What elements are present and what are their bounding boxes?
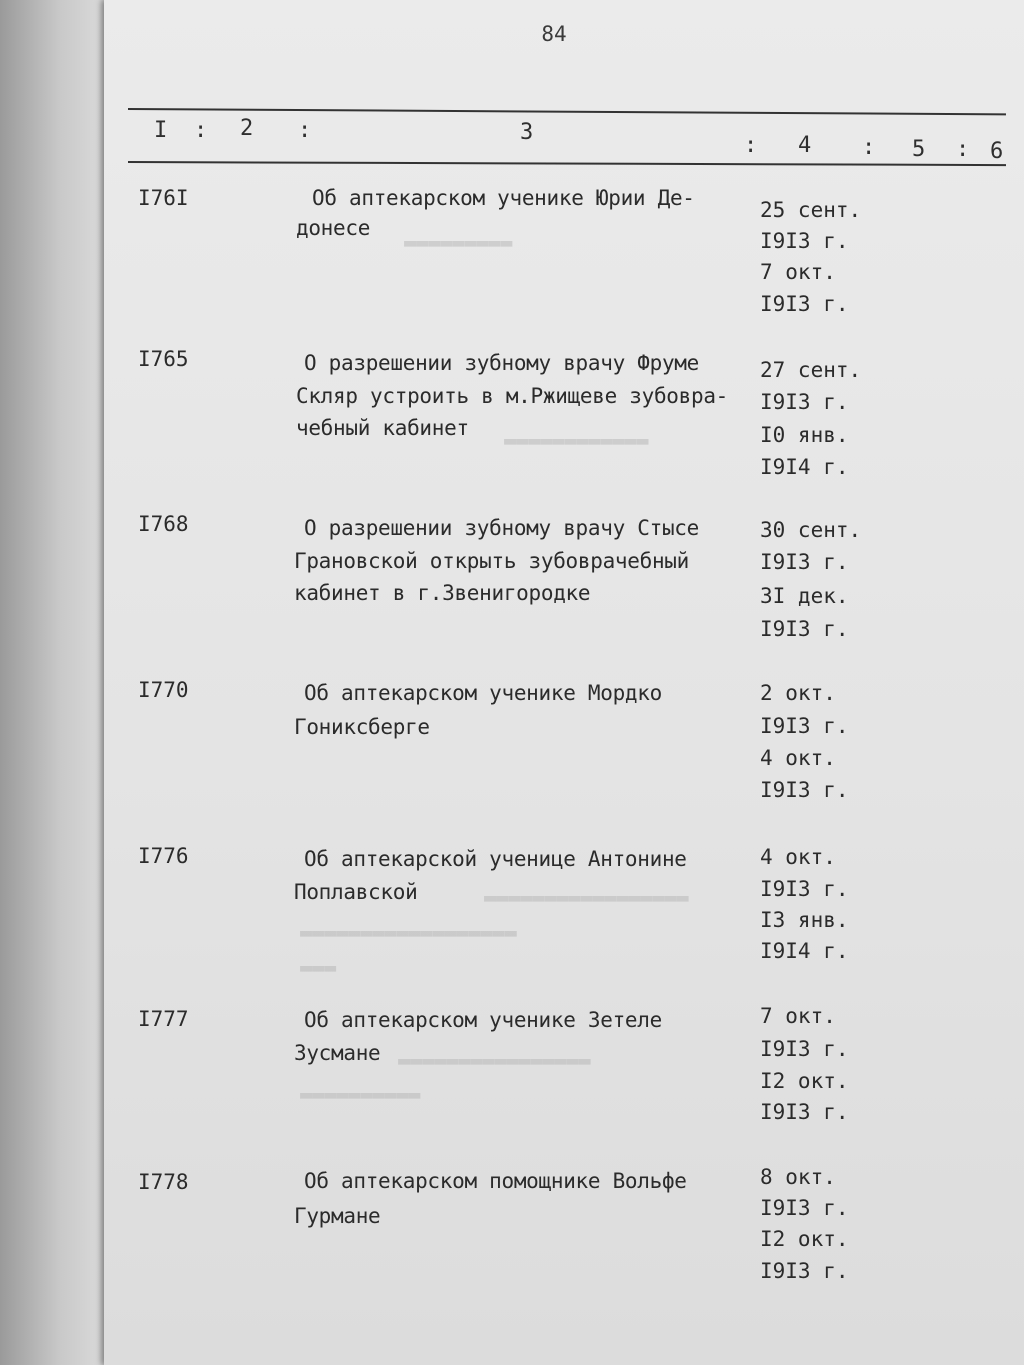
entry-end-year: I9I4 г. xyxy=(760,455,849,479)
entry-end-year: I9I3 г. xyxy=(760,1259,849,1283)
entry-start-year: I9I3 г. xyxy=(760,1037,849,1061)
entry-start-date: 27 сент. xyxy=(760,358,862,382)
entry-title-line: Поплавской xyxy=(294,880,418,904)
column-header-1: I xyxy=(154,118,168,143)
column-header-5: 5 xyxy=(912,137,926,162)
entry-title-line: донесе xyxy=(296,216,371,240)
bleed-through-text: ▬▬▬▬▬▬▬▬▬▬▬▬▬▬▬▬▬▬ xyxy=(300,920,517,944)
table-header-top-rule xyxy=(128,108,1006,115)
entry-title-line: О разрешении зубному врачу Стысе xyxy=(304,516,699,540)
entry-number: I765 xyxy=(138,347,189,371)
entry-end-date: 4 окт. xyxy=(760,746,836,770)
column-header-4: 4 xyxy=(798,133,812,158)
bleed-through-text: ▬▬▬ xyxy=(300,955,337,979)
entry-title-line: кабинет в г.Звенигородке xyxy=(294,581,591,605)
entry-end-year: I9I3 г. xyxy=(760,292,849,316)
entry-number: I776 xyxy=(138,844,189,868)
bleed-through-text: ▬▬▬▬▬▬▬▬▬▬ xyxy=(300,1082,421,1106)
entry-title-line: Об аптекарском помощнике Вольфе xyxy=(304,1169,687,1193)
entry-start-year: I9I3 г. xyxy=(760,877,849,901)
entry-title-line: Об аптекарском ученике Юрии Де- xyxy=(312,186,695,210)
bleed-through-text: ▬▬▬▬▬▬▬▬▬▬▬▬▬▬▬▬▬ xyxy=(484,885,689,909)
entry-end-date: I3 янв. xyxy=(760,908,849,932)
entry-start-year: I9I3 г. xyxy=(760,714,849,738)
column-header-separator: : xyxy=(194,118,208,143)
entry-title-line: Зусмане xyxy=(294,1041,381,1065)
entry-title-line: Об аптекарской ученице Антонине xyxy=(304,847,687,871)
entry-end-year: I9I3 г. xyxy=(760,1100,849,1124)
entry-end-date: I2 окт. xyxy=(760,1069,849,1093)
column-header-separator: : xyxy=(744,133,758,158)
column-header-3: 3 xyxy=(520,120,534,145)
entry-end-date: 7 окт. xyxy=(760,260,836,284)
entry-start-date: 8 окт. xyxy=(760,1165,836,1189)
column-header-separator: : xyxy=(298,118,312,143)
bleed-through-text: ▬▬▬▬▬▬▬▬▬▬▬▬▬▬▬▬ xyxy=(398,1048,591,1072)
entry-end-year: I9I3 г. xyxy=(760,617,849,641)
bleed-through-text: ▬▬▬▬▬▬▬▬▬ xyxy=(404,230,513,254)
column-header-6: 6 xyxy=(990,139,1004,164)
entry-title-line: чебный кабинет xyxy=(296,416,469,440)
entry-title-line: Грановской открыть зубоврачебный xyxy=(294,549,689,573)
table-header-bottom-rule xyxy=(128,161,1006,166)
entry-title-line: Гурмане xyxy=(294,1204,381,1228)
bleed-through-text: ▬▬▬▬▬▬▬▬▬▬▬▬ xyxy=(504,428,649,452)
entry-title-line: Об аптекарском ученике Мордко xyxy=(304,681,662,705)
entry-number: I778 xyxy=(138,1170,189,1194)
entry-start-date: 4 окт. xyxy=(760,845,836,869)
entry-start-year: I9I3 г. xyxy=(760,390,849,414)
column-header-separator: : xyxy=(956,137,970,162)
entry-end-year: I9I4 г. xyxy=(760,939,849,963)
document-page xyxy=(104,0,1024,1365)
entry-end-date: 3I дек. xyxy=(760,584,849,608)
entry-start-year: I9I3 г. xyxy=(760,229,849,253)
facing-page-edge xyxy=(0,0,110,1365)
entry-start-year: I9I3 г. xyxy=(760,1196,849,1220)
entry-title-line: О разрешении зубному врачу Фруме xyxy=(304,351,699,375)
entry-title-line: Гониксберге xyxy=(294,715,430,739)
entry-number: I76I xyxy=(138,186,189,210)
entry-end-date: I0 янв. xyxy=(760,423,849,447)
entry-start-date: 30 сент. xyxy=(760,518,862,542)
entry-number: I777 xyxy=(138,1007,189,1031)
entry-number: I770 xyxy=(138,678,189,702)
entry-number: I768 xyxy=(138,512,189,536)
entry-title-line: Скляр устроить в м.Ржищеве зубовра- xyxy=(296,384,729,408)
column-header-separator: : xyxy=(862,135,876,160)
column-header-2: 2 xyxy=(240,116,254,141)
entry-start-year: I9I3 г. xyxy=(760,550,849,574)
entry-title-line: Об аптекарском ученике Зетеле xyxy=(304,1008,662,1032)
entry-start-date: 7 окт. xyxy=(760,1004,836,1028)
entry-start-date: 2 окт. xyxy=(760,681,836,705)
entry-end-year: I9I3 г. xyxy=(760,778,849,802)
entry-start-date: 25 сент. xyxy=(760,198,862,222)
entry-end-date: I2 окт. xyxy=(760,1227,849,1251)
page-number: 84 xyxy=(541,22,567,46)
